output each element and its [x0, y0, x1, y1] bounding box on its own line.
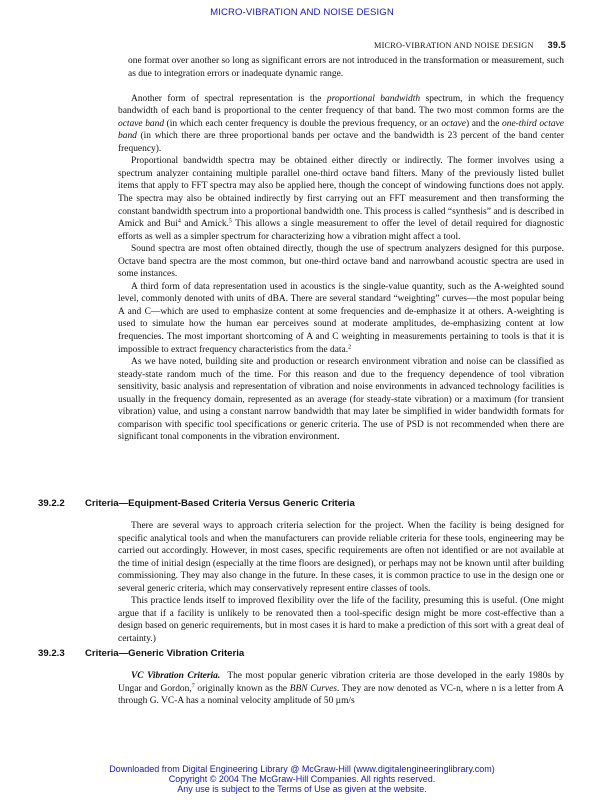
section-title: Criteria—Generic Vibration Criteria: [85, 648, 245, 659]
body-text-lower: [118, 670, 564, 708]
footnote-ref[interactable]: 2: [348, 344, 352, 351]
footnote-ref[interactable]: 5: [228, 218, 232, 225]
body-text-middle: [118, 520, 564, 645]
top-banner: MICRO-VIBRATION AND NOISE DESIGN: [210, 7, 394, 18]
running-head-title: MICRO-VIBRATION AND NOISE DESIGN: [374, 41, 534, 50]
section-heading-39-2-3: [38, 648, 244, 659]
paragraph: Sound spectra are most often obtained directly, though the use of spectrum analyzers designed for this purpose. Octave band spectra are the most common, but one-third octave band and narrowband acoustic spectra are used in some instances.: [118, 244, 564, 280]
footnote-ref[interactable]: 4: [177, 218, 181, 225]
paragraph: There are several ways to approach criteria selection for the project. When the facility is being designed for specific analytical tools and when the manufacturers can provide reliable criteria for these tools, engineering may be carried out accordingly. However, in most cases, specific requirements are often not identified or are not available at the time of initial design (especially at the time floors are designed), or perhaps may not be known until after building commissioning. They may also change in the future. In these cases, it is common practice to use in the design one or several generic criteria, which may conservatively represent entire classes of tools.: [118, 521, 564, 594]
section-heading-39-2-2: [38, 498, 355, 509]
paragraph: A third form of data representation used in acoustics is the single-value quantity, such as the A-weighted sound level, commonly denoted with units of dBA. There are several standard “weighting” curves—the most popular being A and C—which are used to emphasize content at some frequencies and de-emphasize it at others. A-weighting is used to simulate how the human ear perceives sound at moderate amplitudes, de-emphasizing content at low frequencies. The most important shortcoming of A and C weighting in measurements pertaining to tools is that it is impossible to extract frequency characteristics from the data.$^2$: [118, 281, 564, 355]
footer-download-link[interactable]: Downloaded from Digital Engineering Library @ McGraw-Hill (www.digitalengineeringlibrary.com): [109, 764, 495, 774]
footer-copyright: Copyright © 2004 The McGraw-Hill Companies. All rights reserved.: [168, 774, 436, 784]
paragraph: one format over another so long as significant errors are not introduced in the transformation or measurement, such as due to integration errors or inadequate dynamic range.: [128, 56, 564, 79]
footer-terms-link[interactable]: Any use is subject to the Terms of Use as given at the website.: [177, 784, 427, 794]
section-title: Criteria—Equipment-Based Criteria Versus Generic Criteria: [85, 498, 355, 509]
run-in-heading: VC Vibration Criteria.: [131, 671, 221, 681]
footnote-ref[interactable]: 7: [191, 683, 195, 690]
paragraph: This practice lends itself to improved flexibility over the life of the facility, presuming this is useful. (One might argue that if a facility is unlikely to be renovated then a tool-specific design might be more cost-effective than a design based on generic requirements, but in most cases it is hard to make a prediction of this sort with a great deal of certainty.): [118, 596, 564, 644]
body-text-upper: [118, 55, 564, 444]
section-number: 39.2.2: [38, 498, 65, 509]
section-number: 39.2.3: [38, 648, 65, 659]
page-number: 39.5: [547, 40, 566, 50]
footer: [0, 764, 604, 794]
paragraph: Proportional bandwidth spectra may be obtained either directly or indirectly. The former involves using a spectrum analyzer containing multiple parallel one-third octave band filters. Many of the previously listed bullet items that apply to FFT spectra may also be applied here, though the concept of windowing functions does not apply. The spectra may also be obtained indirectly by first carrying out an FFT measurement and then transforming the constant bandwidth spectrum into a proportional bandwidth one. This process is called “synthesis” and is described in Amick and Bui$^4$ and Amick.$^5$ This allows a single measurement to offer the level of detail required for diagnostic efforts as well as a simpler spectrum for characterizing how a vibration might affect a tool.: [118, 156, 564, 242]
running-head: [374, 40, 566, 50]
paragraph: As we have noted, building site and production or research environment vibration and noise can be classified as steady-state random much of the time. For this reason and due to the frequency dependence of tool vibration sensitivity, basic analysis and representation of vibration and noise environments in advanced technology facilities is usually in the frequency domain, represented as an average (for steady-state vibration) or a maximum (for transient vibration) value, and using a constant narrow bandwidth that may later be simplified in wider bandwidth formats for comparison with specific tool specifications or generic criteria. The use of PSD is not recommended when there are significant tonal components in the vibration environment.: [118, 357, 564, 443]
paragraph: VC Vibration Criteria. The most popular generic vibration criteria are those developed in the early 1980s by Ungar and Gordon,$^7$ originally known as the BBN Curves. They are now denoted as VC-n, where n is a letter from A through G. VC-A has a nominal velocity amplitude of 50 µm/s: [118, 671, 564, 707]
paragraph: Another form of spectral representation is the proportional bandwidth spectrum, in which the frequency bandwidth of each band is proportional to the center frequency of that band. The two most common forms are the octave band (in which each center frequency is double the previous frequency, or an octave) and the one-third octave band (in which there are three proportional bands per octave and the bandwidth is 23 percent of the band center frequency).: [118, 93, 564, 154]
